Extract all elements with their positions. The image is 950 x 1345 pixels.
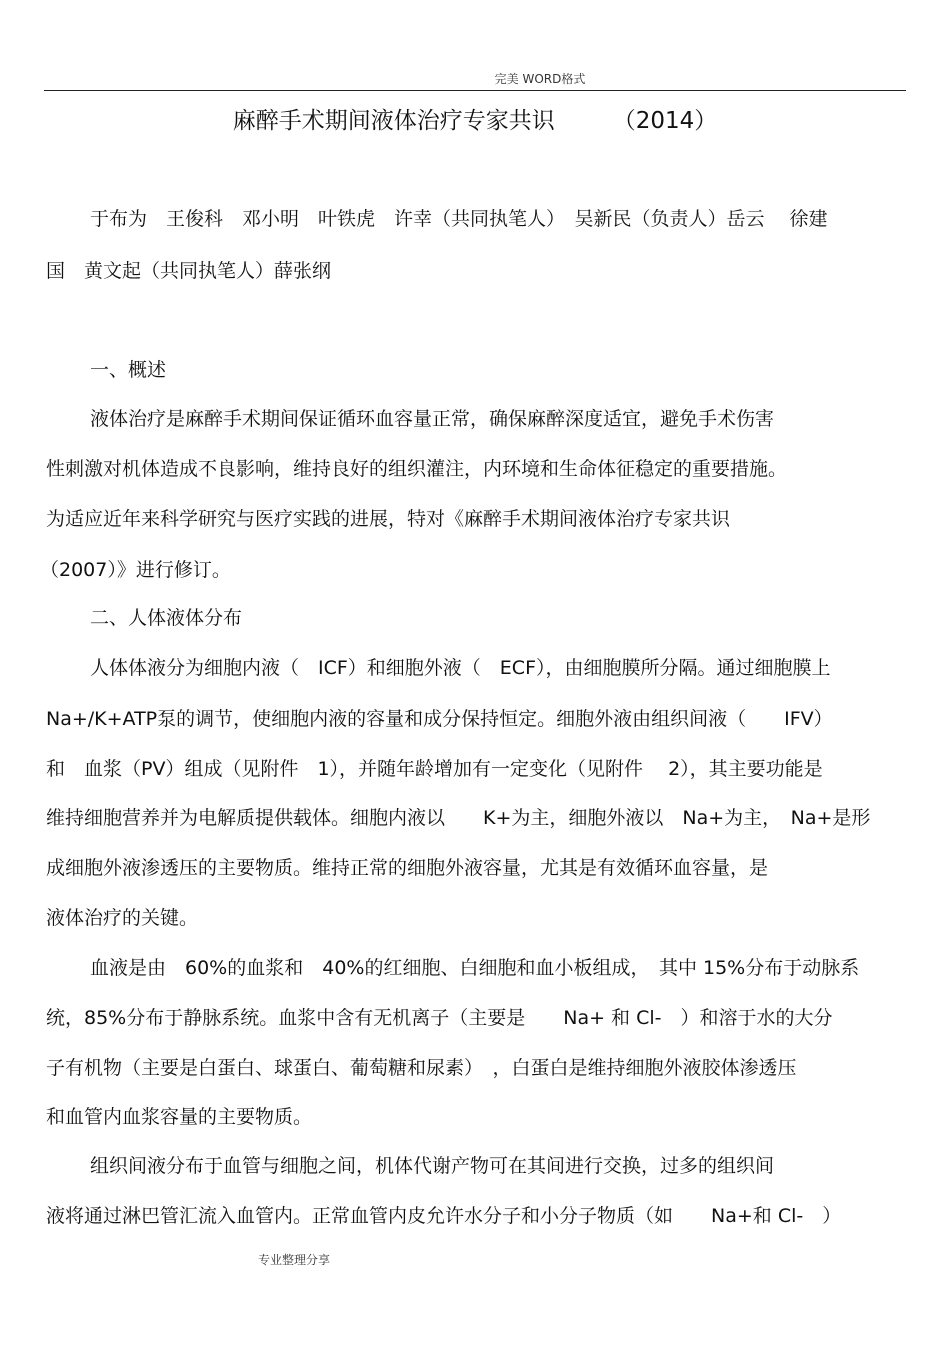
paragraph-line: 人体体液分为细胞内液（ ICF）和细胞外液（ ECF），由细胞膜所分隔。通过细胞膜上 — [90, 657, 831, 679]
paragraph-line: 统，85%分布于静脉系统。血浆中含有无机离子（主要是 Na+ 和 Cl- ）和溶于水的大分 — [46, 1007, 833, 1029]
paragraph-line: 液体治疗的关键。 — [46, 907, 199, 929]
paragraph-line: 组织间液分布于血管与细胞之间，机体代谢产物可在其间进行交换，过多的组织间 — [90, 1155, 775, 1177]
title-text: 麻醉手术期间液体治疗专家共识 — [232, 108, 555, 134]
paragraph-line: 子有机物（主要是白蛋白、球蛋白、葡萄糖和尿素） ，白蛋白是维持细胞外液胶体渗透压 — [46, 1057, 797, 1079]
header-divider — [44, 90, 906, 91]
paragraph-line: 液将通过淋巴管汇流入血管内。正常血管内皮允许水分子和小分子物质（如 Na+和 Cl- ） — [46, 1205, 842, 1227]
title-year: （2014） — [612, 108, 718, 134]
paragraph-line: Na+/K+ATP泵的调节，使细胞内液的容量和成分保持恒定。细胞外液由组织间液（ IFV） — [46, 708, 833, 730]
paragraph-line: 性刺激对机体造成不良影响，维持良好的组织灌注，内环境和生命体征稳定的重要措施。 — [46, 458, 788, 480]
page-header: 完美 WORD格式 — [494, 72, 586, 86]
section-heading-fluid-distribution: 二、人体液体分布 — [90, 607, 243, 629]
document-title — [0, 102, 950, 135]
paragraph-line: 和血管内血浆容量的主要物质。 — [46, 1106, 313, 1128]
paragraph-line: 维持细胞营养并为电解质提供载体。细胞内液以 K+为主，细胞外液以 Na+为主， Na+是形 — [46, 807, 871, 829]
authors-line-1: 于布为 王俊科 邓小明 叶铁虎 许幸（共同执笔人） 吴新民（负责人）岳云 徐建 — [90, 208, 828, 230]
paragraph-line: 血液是由 60%的血浆和 40%的红细胞、白细胞和血小板组成， 其中 15%分布于动脉系 — [90, 957, 860, 979]
authors-line-2: 国 黄文起（共同执笔人）薛张纲 — [46, 260, 332, 282]
paragraph-line: 和 血浆（PV）组成（见附件 1），并随年龄增加有一定变化（见附件 2），其主要功能是 — [46, 758, 823, 780]
page-footer: 专业整理分享 — [258, 1253, 331, 1267]
paragraph-line: 液体治疗是麻醉手术期间保证循环血容量正常，确保麻醉深度适宜，避免手术伤害 — [90, 408, 775, 430]
section-heading-overview: 一、概述 — [90, 359, 167, 381]
paragraph-line: （2007）》进行修订。 — [40, 559, 231, 581]
paragraph-line: 成细胞外液渗透压的主要物质。维持正常的细胞外液容量，尤其是有效循环血容量，是 — [46, 857, 769, 879]
paragraph-line: 为适应近年来科学研究与医疗实践的进展，特对《麻醉手术期间液体治疗专家共识 — [46, 508, 731, 530]
